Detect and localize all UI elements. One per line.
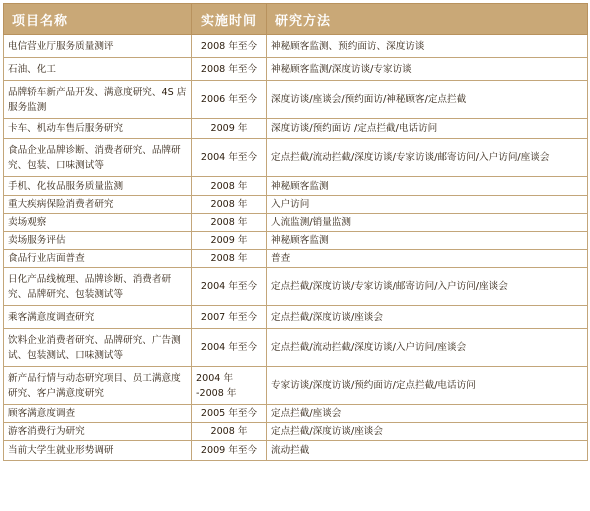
project-name-cell: 石油、化工 <box>4 58 192 81</box>
period-cell: 2009 年 <box>192 119 267 139</box>
method-cell: 定点拦截/深度访谈/专家访谈/邮寄访问/入户访问/座谈会 <box>267 268 588 306</box>
table-body <box>4 35 588 461</box>
header-method: 研究方法 <box>267 4 588 35</box>
project-name-cell: 品牌轿车新产品开发、满意度研究、4S 店服务监测 <box>4 81 192 119</box>
project-name-cell: 顾客满意度调查 <box>4 405 192 423</box>
method-cell: 定点拦截/深度访谈/座谈会 <box>267 306 588 329</box>
project-name-cell: 游客消费行为研究 <box>4 423 192 441</box>
project-table <box>3 3 588 461</box>
project-name-cell: 手机、化妆品服务质量监测 <box>4 177 192 196</box>
project-table-container <box>3 3 587 461</box>
project-name-cell: 卖场服务评估 <box>4 232 192 250</box>
project-name-cell: 食品企业品牌诊断、消费者研究、品牌研究、包装、口味测试等 <box>4 139 192 177</box>
table-row <box>4 119 588 139</box>
method-cell: 深度访谈/预约面访 /定点拦截/电话访问 <box>267 119 588 139</box>
method-cell: 神秘顾客监测 <box>267 232 588 250</box>
period-cell: 2008 年 <box>192 250 267 268</box>
method-cell: 深度访谈/座谈会/预约面访/神秘顾客/定点拦截 <box>267 81 588 119</box>
project-name-cell: 饮料企业消费者研究、品牌研究、广告测试、包装测试、口味测试等 <box>4 329 192 367</box>
table-row <box>4 139 588 177</box>
period-cell: 2007 年至今 <box>192 306 267 329</box>
table-row <box>4 268 588 306</box>
table-row <box>4 405 588 423</box>
method-cell: 神秘顾客监测 <box>267 177 588 196</box>
period-cell: 2008 年 <box>192 423 267 441</box>
table-header <box>4 4 588 35</box>
period-cell: 2008 年至今 <box>192 35 267 58</box>
method-cell: 人流监测/销量监测 <box>267 214 588 232</box>
period-cell: 2004 年至今 <box>192 268 267 306</box>
table-row <box>4 423 588 441</box>
table-row <box>4 177 588 196</box>
header-project-name: 项目名称 <box>4 4 192 35</box>
table-row <box>4 58 588 81</box>
project-name-cell: 电信营业厅服务质量测评 <box>4 35 192 58</box>
table-row <box>4 367 588 405</box>
table-row <box>4 306 588 329</box>
table-row <box>4 81 588 119</box>
method-cell: 流动拦截 <box>267 441 588 461</box>
method-cell: 定点拦截/流动拦截/深度访谈/专家访谈/邮寄访问/入户访问/座谈会 <box>267 139 588 177</box>
header-row <box>4 4 588 35</box>
method-cell: 定点拦截/座谈会 <box>267 405 588 423</box>
project-name-cell: 乘客满意度调查研究 <box>4 306 192 329</box>
project-name-cell: 重大疾病保险消费者研究 <box>4 196 192 214</box>
method-cell: 入户访问 <box>267 196 588 214</box>
project-name-cell: 食品行业店面普查 <box>4 250 192 268</box>
period-cell: 2005 年至今 <box>192 405 267 423</box>
table-row <box>4 441 588 461</box>
table-row <box>4 232 588 250</box>
period-cell: 2008 年 <box>192 196 267 214</box>
period-cell: 2008 年 <box>192 177 267 196</box>
project-name-cell: 卡车、机动车售后服务研究 <box>4 119 192 139</box>
table-row <box>4 250 588 268</box>
period-cell: 2008 年至今 <box>192 58 267 81</box>
project-name-cell: 日化产品线梳理、品牌诊断、消费者研究、品牌研究、包装测试等 <box>4 268 192 306</box>
header-period: 实施时间 <box>192 4 267 35</box>
table-row <box>4 214 588 232</box>
project-name-cell: 卖场观察 <box>4 214 192 232</box>
period-cell: 2008 年 <box>192 214 267 232</box>
table-row <box>4 329 588 367</box>
table-row <box>4 35 588 58</box>
period-cell: 2009 年 <box>192 232 267 250</box>
period-cell: 2009 年至今 <box>192 441 267 461</box>
period-cell: 2004 年至今 <box>192 329 267 367</box>
table-row <box>4 196 588 214</box>
method-cell: 专家访谈/深度访谈/预约面访/定点拦截/电话访问 <box>267 367 588 405</box>
method-cell: 普查 <box>267 250 588 268</box>
method-cell: 定点拦截/流动拦截/深度访谈/入户访问/座谈会 <box>267 329 588 367</box>
period-cell: 2006 年至今 <box>192 81 267 119</box>
period-cell: 2004 年 -2008 年 <box>192 367 267 405</box>
method-cell: 神秘顾客监测、预约面访、深度访谈 <box>267 35 588 58</box>
method-cell: 神秘顾客监测/深度访谈/专家访谈 <box>267 58 588 81</box>
period-cell: 2004 年至今 <box>192 139 267 177</box>
project-name-cell: 当前大学生就业形势调研 <box>4 441 192 461</box>
method-cell: 定点拦截/深度访谈/座谈会 <box>267 423 588 441</box>
project-name-cell: 新产品行情与动态研究项目、员工满意度研究、客户满意度研究 <box>4 367 192 405</box>
